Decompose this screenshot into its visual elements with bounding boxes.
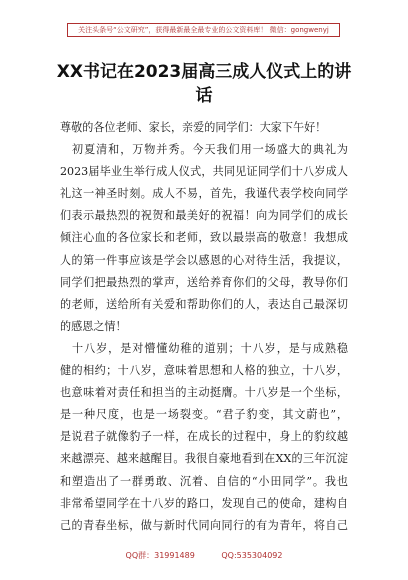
body-line: 人的第一件事应该是学会以感恩的心对待生活，我提议， [60,253,348,267]
body-line: 健的相约；十八岁，意味着思想和人格的独立，十八岁， [60,364,348,378]
document-body [60,117,348,537]
qq-group-text: QQ群：31991489 [125,551,195,560]
body-line: 倾注心血的各位家长和老师，致以最崇高的敬意！我想成 [60,231,348,245]
body-line: 己的青春坐标，做与新时代同向同行的有为青年，将自己 [60,518,348,532]
body-line: 也意味着对责任和担当的主动挺膺。十八岁是一个坐标， [60,386,348,400]
body-line: 尊敬的各位老师、家长，亲爱的同学们：大家下午好！ [60,121,327,134]
body-line: 和塑造出了一群勇敢、沉着、自信的“小田同学”。我也 [60,474,348,488]
body-line: 的感恩之情！ [60,319,127,333]
body-line: 来越漂亮、越来越醒目。我很自豪地看到在XX的三年沉淀 [60,452,348,466]
body-line: 们表示最热烈的祝贺和最美好的祝福！向为同学们的成长 [60,209,348,223]
body-line: 非常希望同学在十八岁的路口，发现自己的使命，建构自 [60,496,348,510]
body-line: 的老师，送给所有关爱和帮助你们的人，表达自己最深切 [60,297,348,311]
promo-banner: 关注头条号“公文研究”，获得最新最全最专业的公文资料库！ 微信：gongwenyj [67,23,340,37]
body-line: 是说君子就像豹子一样，在成长的过程中，身上的豹纹越 [60,430,348,444]
body-line: 同学们把最热烈的掌声，送给养育你们的父母，教导你们 [60,275,348,289]
qq-number-text: QQ:535304092 [221,551,283,560]
body-line: 是一种尺度，也是一场裂变。“君子豹变，其文蔚也”， [60,408,348,422]
body-line: 礼这一神圣时刻。成人不易，首先，我谨代表学校向同学 [60,187,348,201]
title-line-2: 话 [195,86,213,106]
document-title [40,60,368,108]
body-line: 初夏清和，万物并秀。今天我们用一场盛大的典礼为 [60,143,348,157]
page-footer [0,549,408,563]
body-line: 2023届毕业生举行成人仪式，共同见证同学们十八岁成人 [60,165,348,179]
title-line-1: XX书记在2023届高三成人仪式上的讲 [56,62,352,82]
body-line: 十八岁，是对懵懂幼稚的道别；十八岁，是与成熟稳 [60,341,348,355]
